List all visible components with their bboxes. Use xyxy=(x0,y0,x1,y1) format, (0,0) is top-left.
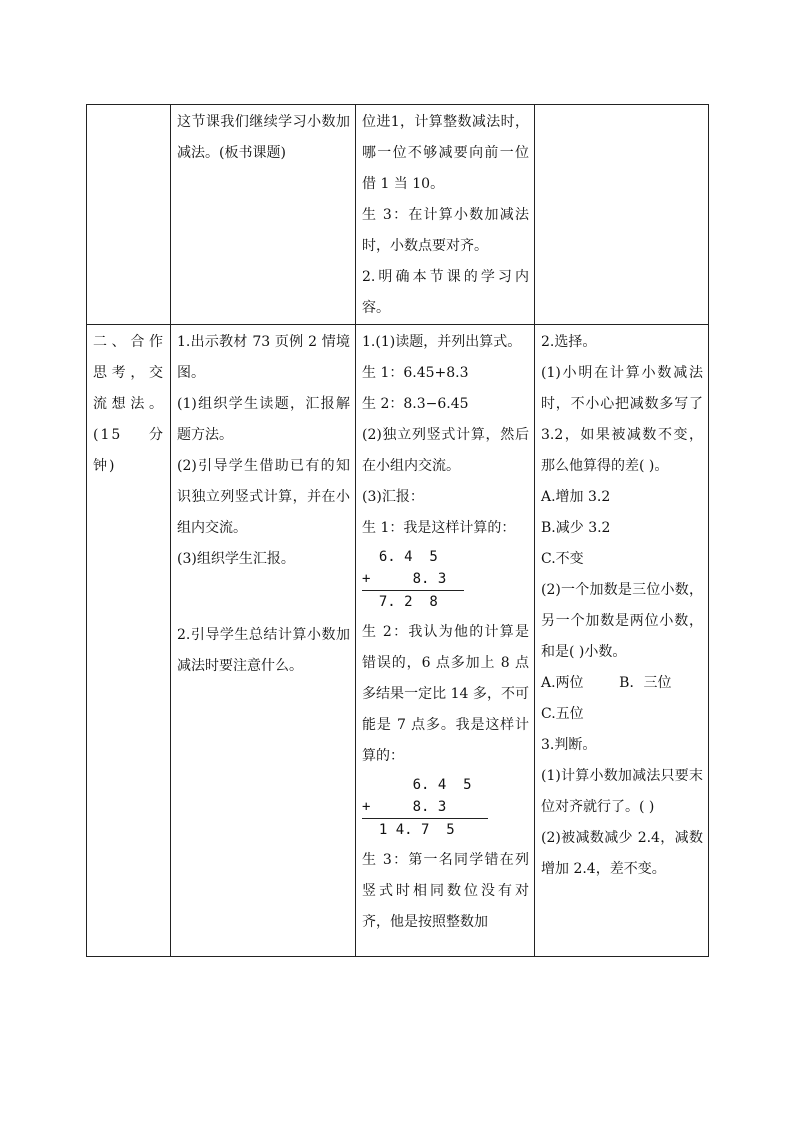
paragraph: (2)独立列竖式计算，然后在小组内交流。 xyxy=(362,427,529,474)
table-row xyxy=(87,325,709,957)
student-activity-cell xyxy=(356,105,535,325)
calc-line: + 8. 3 xyxy=(362,571,447,587)
calc-line: + 8. 3 xyxy=(362,799,447,815)
exercise-cell xyxy=(535,325,709,957)
paragraph: (3)组织学生汇报。 xyxy=(177,551,295,567)
paragraph: 这节课我们继续学习小数加减法。(板书课题) xyxy=(177,114,350,161)
calc-result: 1 4. 7 5 xyxy=(362,822,455,838)
table-row xyxy=(87,105,709,325)
paragraph: B.减少 3.2 xyxy=(541,520,611,536)
paragraph: 3.判断。 xyxy=(541,737,597,753)
paragraph: 1.(1)读题，并列出算式。 xyxy=(362,334,522,350)
stage-cell xyxy=(87,325,171,957)
paragraph: A.两位 B．三位 xyxy=(541,675,672,691)
stage-cell-empty xyxy=(87,105,171,325)
teacher-activity-cell xyxy=(171,325,356,957)
paragraph: 1.出示教材 73 页例 2 情境图。 xyxy=(177,334,350,381)
lesson-plan-table xyxy=(86,104,709,957)
calc-result: 7. 2 8 xyxy=(362,594,438,610)
paragraph: 生 2：8.3−6.45 xyxy=(362,396,469,412)
vertical-calculation-wrong xyxy=(362,546,529,613)
paragraph: C.五位 xyxy=(541,706,584,722)
paragraph: A.增加 3.2 xyxy=(541,489,611,505)
teacher-activity-cell xyxy=(171,105,356,325)
paragraph: (2)一个加数是三位小数，另一个加数是两位小数，和是( )小数。 xyxy=(541,582,703,660)
paragraph: (2)被减数减少 2.4，减数增加 2.4，差不变。 xyxy=(541,830,703,877)
paragraph: 位进1，计算整数减法时，哪一位不够减要向前一位借 1 当 10。 xyxy=(362,114,529,192)
paragraph: 生 3：在计算小数加减法时，小数点要对齐。 xyxy=(362,207,529,254)
paragraph: 生 2：我认为他的计算是错误的，6 点多加上 8 点多结果一定比 14 多，不可能是 7 点多。我是这样计算的： xyxy=(362,624,529,764)
paragraph: (2)引导学生借助已有的知识独立列竖式计算，并在小组内交流。 xyxy=(177,458,350,536)
calc-line: 6. 4 5 xyxy=(362,549,438,565)
vertical-calculation-correct xyxy=(362,774,529,841)
paragraph: 2.明确本节课的学习内容。 xyxy=(362,269,529,316)
calc-line: 6. 4 5 xyxy=(362,777,472,793)
paragraph: (1)计算小数加减法只要末位对齐就行了。( ) xyxy=(541,768,703,815)
paragraph: (1)小明在计算小数减法时，不小心把减数多写了 3.2，如果被减数不变，那么他算得的差( )。 xyxy=(541,365,703,474)
paragraph: C.不变 xyxy=(541,551,584,567)
paragraph: 生 1：6.45+8.3 xyxy=(362,365,469,381)
paragraph: (1)组织学生读题，汇报解题方法。 xyxy=(177,396,350,443)
paragraph: (3)汇报： xyxy=(362,489,424,505)
student-activity-cell xyxy=(356,325,535,957)
paragraph: 生 1：我是这样计算的： xyxy=(362,520,516,536)
paragraph: 生 3：第一名同学错在列竖式时相同数位没有对齐，他是按照整数加 xyxy=(362,852,529,930)
paragraph: 2.选择。 xyxy=(541,334,597,350)
exercise-cell-empty xyxy=(535,105,709,325)
paragraph: 2.引导学生总结计算小数加减法时要注意什么。 xyxy=(177,627,350,674)
stage-title: 二、合作思考，交流想法。(15 分钟) xyxy=(93,334,165,474)
